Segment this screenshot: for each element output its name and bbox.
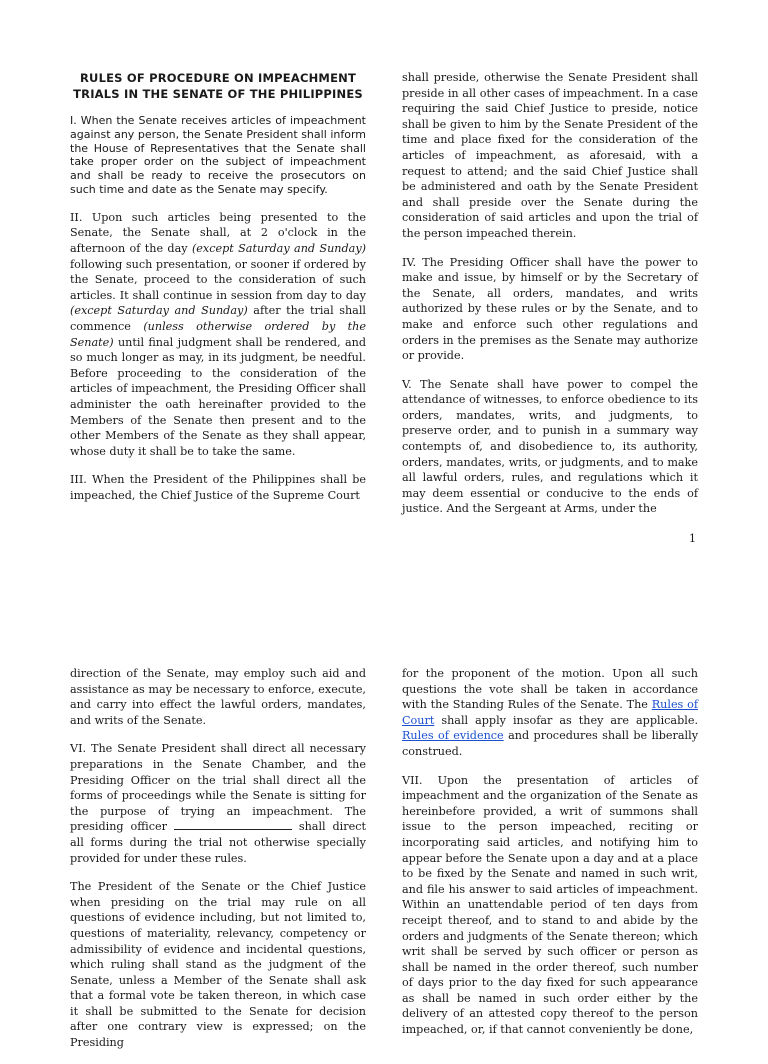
title-line-2: TRIALS IN THE SENATE OF THE PHILIPPINES: [73, 87, 363, 101]
rule-vi-paragraph: VI. The Senate President shall direct all necessary preparations in the Senate Chamber, and the Presiding Officer on the trial shall direct all the forms of proceedings while the Senate is sitting for the purpose of trying an impeachment. The presiding officer shall direct all forms during the trial not otherwise specially provided for under these rules.: [70, 742, 366, 865]
rule-vii-paragraph: VII. Upon the presentation of articles of impeachment and the organization of the Senate as hereinbefore provided, a writ of summons shall issue to the person impeached, reciting or incorporating said articles, and notifying him to appear before the Senate upon a day and at a place to be fixed by the Senate and named in such writ, and file his answer to said articles of impeachment. Within an unattendable period of ten days from receipt thereof, and to stand to and abide by the orders and judgments of the Senate thereon; which writ shall be served by such officer or person as shall be named in the order thereof, such number of days prior to the day fixed for such appearance as shall be named in such order either by the delivery of an attested copy thereof to the person impeached, or, if that cannot conveniently be done,: [402, 773, 698, 1037]
rules-of-evidence-link[interactable]: Rules of evidence: [402, 729, 504, 743]
rule-iii-paragraph: III. When the President of the Philippines shall be impeached, the Chief Justice of the Supreme Court: [70, 473, 366, 502]
document-page-2: [0, 640, 768, 1050]
page1-right-column: [402, 70, 698, 530]
title-line-1: RULES OF PROCEDURE ON IMPEACHMENT: [80, 71, 356, 85]
rule-iv-paragraph: IV. The Presiding Officer shall have the power to make and issue, by himself or by the Secretary of the Senate, all orders, mandates, and writs authorized by these rules or by the Senate, and to make and enforce such other regulations and orders in the premises as the Senate may authorize or provide.: [402, 255, 698, 363]
page-gap: [0, 600, 768, 640]
rules-of-court-link[interactable]: Rules of Court: [402, 698, 698, 727]
rule-v-continued-paragraph: direction of the Senate, may employ such aid and assistance as may be necessary to enforce, execute, and carry into effect the lawful orders, mandates, and writs of the Senate.: [70, 667, 366, 727]
rule-i-paragraph: I. When the Senate receives articles of impeachment against any person, the Senate President shall inform the House of Representatives that the Senate shall take proper order on the subject of impeachment and shall be ready to receive the prosecutors on such time and date as the Senate may specify.: [70, 114, 366, 196]
page2-right-column: [402, 666, 698, 1051]
blank-fill-line: [174, 819, 292, 830]
document-title: [70, 70, 366, 102]
rule-v-paragraph: V. The Senate shall have power to compel the attendance of witnesses, to enforce obedience to its orders, mandates, writs, and judgments, to preserve order, and to punish in a summary way contempts of, and disobedience to, its authority, orders, mandates, writs, or judgments, and to make all lawful orders, rules, and regulations which it may deem essential or conducive to the ends of justice. And the Sergeant at Arms, under the: [402, 377, 698, 516]
rule-ii-paragraph: II. Upon such articles being presented to the Senate, the Senate shall, at 2 o'clock in the afternoon of the day (except Saturday and Sunday) following such presentation, or sooner if ordered by the Senate, proceed to the consideration of such articles. It shall continue in session from day to day (except Saturday and Sunday) after the trial shall commence (unless otherwise ordered by the Senate) until final judgment shall be rendered, and so much longer as may, in its judgment, be needful. Before proceeding to the consideration of the articles of impeachment, the Presiding Officer shall administer the oath hereinafter provided to the Members of the Senate then present and to the other Members of the Senate as they shall appear, whose duty it shall be to take the same.: [70, 210, 367, 458]
page1-left-column: [70, 70, 366, 516]
evidence-ruling-paragraph: The President of the Senate or the Chief Justice when presiding on the trial may rule on all questions of evidence including, but not limited to, questions of materiality, relevancy, competency or admissibility of evidence and incidental questions, which ruling shall stand as the judgment of the Senate, unless a Member of the Senate shall ask that a formal vote be taken thereon, in which case it shall be submitted to the Senate for decision after one contrary view is expressed; on the Presiding: [70, 880, 366, 1050]
page2-left-column: [70, 666, 366, 1064]
page-number: 1: [689, 532, 696, 545]
rule-iii-continued-paragraph: shall preside, otherwise the Senate President shall preside in all other cases of impeachment. In a case requiring the said Chief Justice to preside, notice shall be given to him by the Senate President of the time and place fixed for the consideration of the articles of impeachment, as aforesaid, with a request to attend; and the said Chief Justice shall be administered and oath by the Senate President and shall preside over the Senate during the consideration of said articles and upon the trial of the person impeached therein.: [402, 71, 698, 240]
vote-paragraph: for the proponent of the motion. Upon all such questions the vote shall be taken in accordance with the Standing Rules of the Senate. The Rules of Court shall apply insofar as they are applicable. Rules of evidence and procedures shall be liberally construed.: [402, 667, 699, 758]
